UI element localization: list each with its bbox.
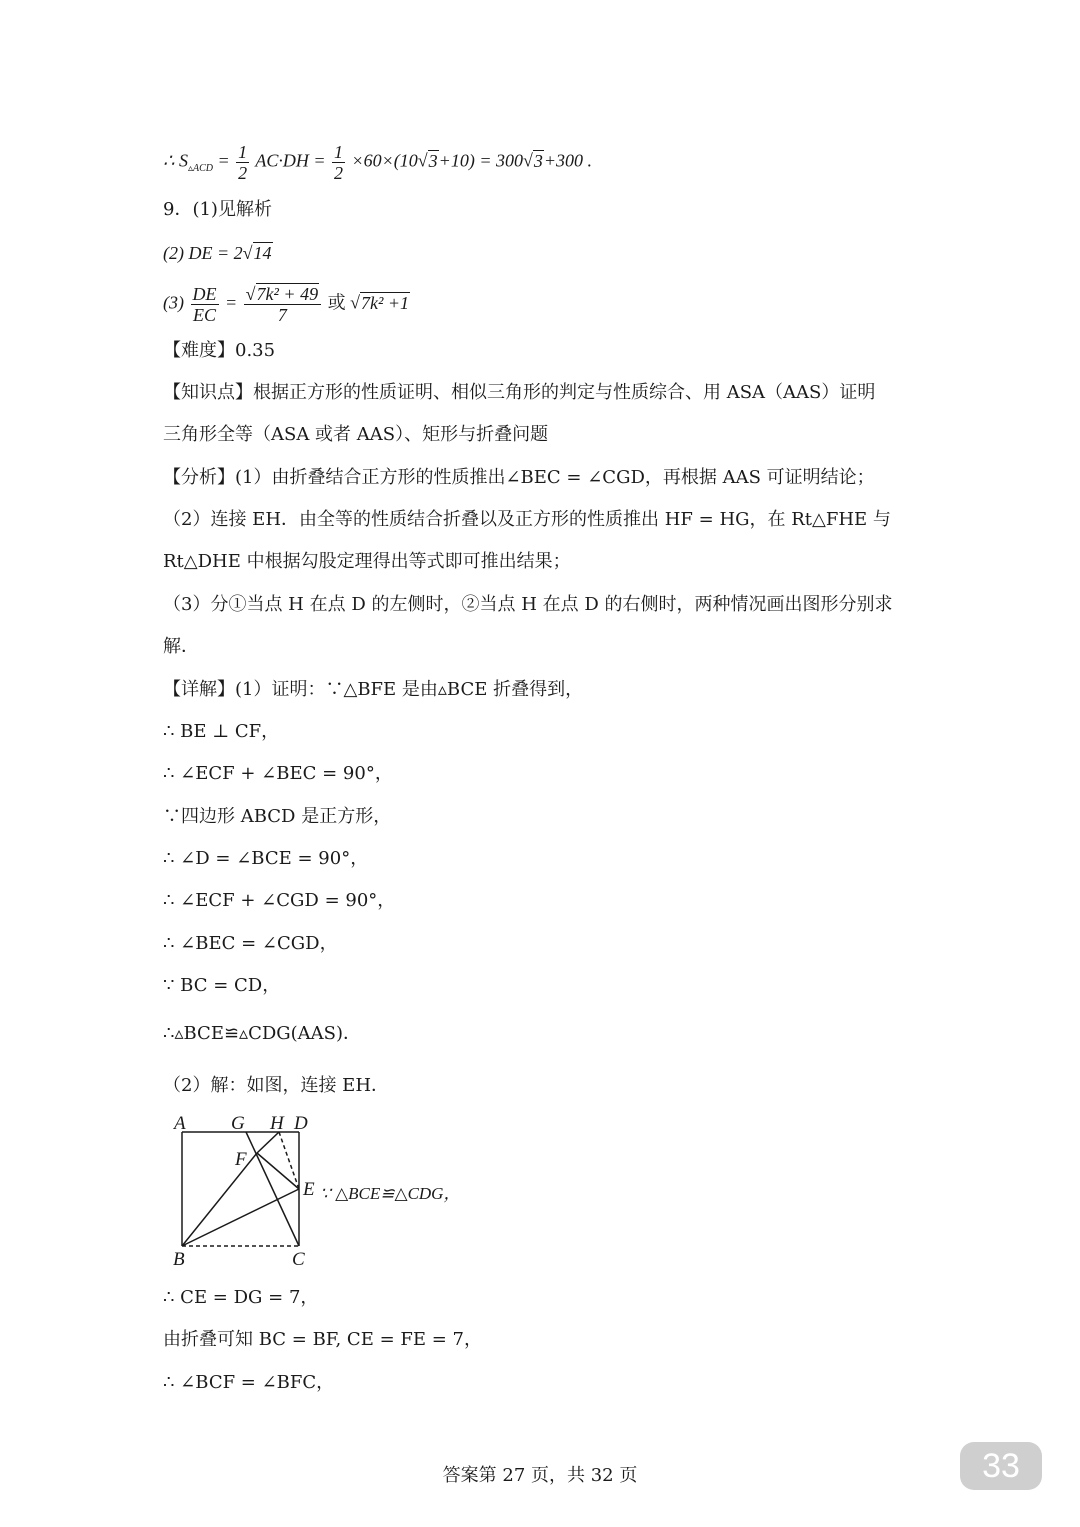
analysis-2b: Rt△DHE 中根据勾股定理得出等式即可推出结果； [163, 551, 571, 572]
label-c: C [292, 1249, 305, 1270]
answer-9-3: (3) $\frac{DE}{EC}$ = $\frac{\text{√7k² + 49}}{7}$ 或 √7k² +1 [163, 284, 410, 325]
step-1: ∴ BE ⊥ CF， [163, 721, 280, 742]
step-4: ∴ ∠D = ∠BCE = 90°， [163, 848, 369, 869]
part-2-intro: （2）解：如图，连接 EH． [163, 1075, 390, 1096]
segment-hf [257, 1132, 279, 1153]
label-f: F [235, 1149, 247, 1170]
area-formula: ∴ $S_{▵ACD}$ = $\frac{1}{2}$ AC·DH = $\frac{1}{2}$ ×60×(10√3+10) = 300√3+300 . [163, 142, 593, 183]
analysis-3b: 解． [163, 636, 199, 657]
geometry-figure [168, 1107, 328, 1272]
label-d: D [294, 1113, 308, 1134]
step-11: ∴ ∠BCF = ∠BFC， [163, 1372, 335, 1393]
fraction-half-2: $\frac{1}{2}$ [333, 142, 343, 183]
label-a: A [174, 1113, 186, 1134]
label-b: B [173, 1249, 185, 1270]
analysis-3a: （3）分①当点 H 在点 D 的左侧时，②当点 H 在点 D 的右侧时，两种情况画出图形分别求 [163, 594, 893, 615]
label-g: G [231, 1113, 245, 1134]
ratio-de-ec: $\frac{DE}{EC}$ [192, 284, 217, 325]
label-h: H [270, 1113, 284, 1134]
step-10: 由折叠可知 BC = BF, CE = FE = 7， [163, 1329, 482, 1350]
step-3: ∵四边形 ABCD 是正方形， [163, 806, 392, 827]
page-footer: 答案第 27 页，共 32 页 [442, 1465, 638, 1486]
knowledge-line-1: 【知识点】根据正方形的性质证明、相似三角形的判定与性质综合、用 ASA（AAS）证明 [163, 382, 876, 403]
fraction-half: $\frac{1}{2}$ [238, 142, 248, 183]
answer-9-2: (2) DE = 2√14 [163, 243, 272, 263]
difficulty: 【难度】0.35 [163, 340, 276, 361]
step-5: ∴ ∠ECF + ∠CGD = 90°， [163, 890, 396, 911]
label-e: E [303, 1179, 315, 1200]
question-9: 9．(1)见解析 [163, 199, 272, 220]
page-number-badge[interactable]: 33 [960, 1442, 1042, 1490]
step-6: ∴ ∠BEC = ∠CGD， [163, 933, 338, 954]
step-9: ∴ CE = DG = 7， [163, 1287, 319, 1308]
step-8: ∴▵BCE≌▵CDG(AAS)． [163, 1023, 362, 1044]
analysis-2a: （2）连接 EH．由全等的性质结合折叠以及正方形的性质推出 HF = HG，在 Rt△FHE 与 [163, 509, 891, 530]
segment-fe [257, 1153, 299, 1189]
figure-note: ∵ △BCE≌△CDG， [320, 1184, 461, 1203]
segment-be [182, 1189, 299, 1246]
step-2: ∴ ∠ECF + ∠BEC = 90°， [163, 763, 393, 784]
knowledge-line-2: 三角形全等（ASA 或者 AAS）、矩形与折叠问题 [163, 424, 549, 445]
result-fraction: $\frac{\text{√7k² + 49}}{7}$ [244, 284, 321, 325]
step-7: ∵ BC = CD， [163, 975, 281, 996]
detail-1: 【详解】(1）证明：∵△BFE 是由▵BCE 折叠得到， [163, 679, 584, 700]
analysis-1: 【分析】(1）由折叠结合正方形的性质推出∠BEC = ∠CGD，再根据 AAS 可证明结论； [163, 467, 875, 488]
segment-gc [246, 1132, 299, 1246]
